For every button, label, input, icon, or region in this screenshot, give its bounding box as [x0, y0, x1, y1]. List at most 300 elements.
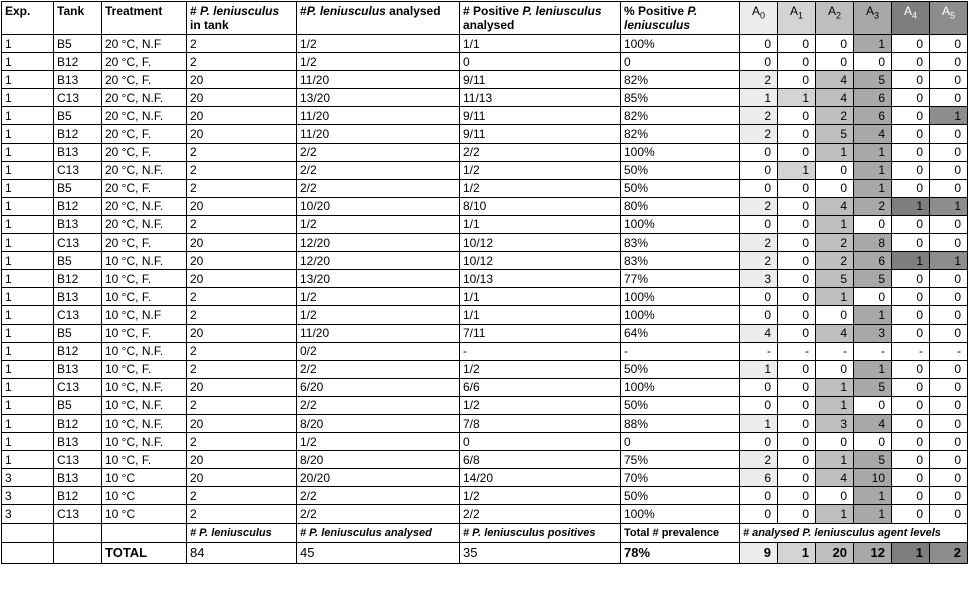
cell-a1: 0	[778, 306, 816, 324]
cell-a1: 0	[778, 360, 816, 378]
cell-a3: 1	[854, 35, 892, 53]
cell-a0: 0	[740, 487, 778, 505]
total-a0: 9	[740, 542, 778, 563]
cell-a4: 0	[892, 125, 930, 143]
cell-a1: 0	[778, 270, 816, 288]
cell-in-tank: 20	[187, 451, 297, 469]
cell-a2: 0	[816, 487, 854, 505]
cell-analysed: 1/2	[297, 288, 460, 306]
cell-a2: -	[816, 342, 854, 360]
cell-positive: 1/2	[460, 360, 621, 378]
cell-a3: 1	[854, 306, 892, 324]
cell-pct: 100%	[621, 306, 740, 324]
cell-positive: 1/2	[460, 396, 621, 414]
cell-tank: C13	[54, 306, 102, 324]
table-row	[2, 505, 968, 523]
cell-analysed: 2/2	[297, 360, 460, 378]
cell-treatment: 10 °C, N.F.	[102, 396, 187, 414]
cell-exp: 3	[2, 487, 54, 505]
cell-in-tank: 2	[187, 53, 297, 71]
header-row	[2, 2, 968, 35]
cell-tank: B12	[54, 487, 102, 505]
cell-analysed: 11/20	[297, 324, 460, 342]
cell-a1: 0	[778, 487, 816, 505]
cell-a5: 0	[930, 414, 968, 432]
cell-treatment: 10 °C, N.F.	[102, 342, 187, 360]
total-label: TOTAL	[102, 542, 187, 563]
cell-a5: 0	[930, 179, 968, 197]
cell-a2: 0	[816, 433, 854, 451]
cell-positive: 7/11	[460, 324, 621, 342]
cell-treatment: 20 °C, N.F.	[102, 215, 187, 233]
cell-in-tank: 20	[187, 324, 297, 342]
cell-treatment: 20 °C, N.F.	[102, 161, 187, 179]
cell-a0: 6	[740, 469, 778, 487]
cell-a3: 4	[854, 125, 892, 143]
cell-pct: 88%	[621, 414, 740, 432]
cell-positive: 11/13	[460, 89, 621, 107]
cell-a2: 0	[816, 179, 854, 197]
header-analysed-suffix: analysed	[385, 4, 441, 18]
cell-pct: 83%	[621, 234, 740, 252]
cell-a5: 0	[930, 234, 968, 252]
cell-a0: 2	[740, 234, 778, 252]
cell-positive: 1/1	[460, 35, 621, 53]
cell-a4: 1	[892, 252, 930, 270]
cell-a0: 0	[740, 378, 778, 396]
cell-a1: 0	[778, 378, 816, 396]
cell-analysed: 10/20	[297, 197, 460, 215]
cell-a0: 0	[740, 215, 778, 233]
cell-exp: 1	[2, 197, 54, 215]
table-row	[2, 378, 968, 396]
cell-a3: 6	[854, 89, 892, 107]
cell-positive: 8/10	[460, 197, 621, 215]
cell-analysed: 1/2	[297, 53, 460, 71]
cell-pct: 100%	[621, 143, 740, 161]
cell-a3: 0	[854, 433, 892, 451]
cell-exp: 1	[2, 396, 54, 414]
cell-tank: B12	[54, 197, 102, 215]
cell-positive: 1/1	[460, 215, 621, 233]
cell-in-tank: 2	[187, 396, 297, 414]
table-row	[2, 342, 968, 360]
cell-in-tank: 2	[187, 35, 297, 53]
cell-tank: B5	[54, 324, 102, 342]
cell-tank: B5	[54, 179, 102, 197]
cell-in-tank: 20	[187, 107, 297, 125]
cell-exp: 3	[2, 505, 54, 523]
cell-pct: 100%	[621, 505, 740, 523]
cell-a3: 1	[854, 360, 892, 378]
cell-a5: 0	[930, 433, 968, 451]
cell-a2: 4	[816, 324, 854, 342]
cell-a5: 1	[930, 252, 968, 270]
cell-pct: 82%	[621, 107, 740, 125]
header-pct-species2: leniusculus	[624, 18, 691, 32]
cell-a4: 0	[892, 270, 930, 288]
cell-exp: 1	[2, 234, 54, 252]
cell-a2: 1	[816, 396, 854, 414]
cell-a4: 0	[892, 324, 930, 342]
cell-pct: 70%	[621, 469, 740, 487]
cell-a4: 0	[892, 143, 930, 161]
cell-a2: 0	[816, 35, 854, 53]
cell-exp: 1	[2, 35, 54, 53]
footer-label-agent-levels: # analysed P. leniusculus agent levels	[740, 523, 968, 542]
cell-treatment: 10 °C	[102, 469, 187, 487]
cell-pct: 50%	[621, 396, 740, 414]
cell-a2: 1	[816, 505, 854, 523]
cell-tank: B12	[54, 125, 102, 143]
cell-positive: 1/1	[460, 306, 621, 324]
cell-a5: 0	[930, 306, 968, 324]
cell-in-tank: 20	[187, 89, 297, 107]
cell-analysed: 1/2	[297, 306, 460, 324]
total-analysed: 45	[297, 542, 460, 563]
cell-pct: 50%	[621, 179, 740, 197]
cell-exp: 1	[2, 360, 54, 378]
header-a0: $A_0$	[740, 2, 778, 35]
table-row	[2, 306, 968, 324]
cell-tank: C13	[54, 234, 102, 252]
cell-a3: 3	[854, 324, 892, 342]
table-row	[2, 252, 968, 270]
cell-positive: 1/1	[460, 288, 621, 306]
table-row	[2, 53, 968, 71]
table-row	[2, 179, 968, 197]
cell-in-tank: 2	[187, 433, 297, 451]
total-a5: 2	[930, 542, 968, 563]
cell-pct: 100%	[621, 288, 740, 306]
cell-pct: 85%	[621, 89, 740, 107]
cell-a4: 0	[892, 179, 930, 197]
cell-positive: 14/20	[460, 469, 621, 487]
data-table	[1, 1, 968, 564]
cell-in-tank: 2	[187, 215, 297, 233]
cell-a1: 0	[778, 324, 816, 342]
cell-a2: 1	[816, 288, 854, 306]
cell-a2: 1	[816, 378, 854, 396]
cell-a5: 0	[930, 487, 968, 505]
table-body	[2, 35, 968, 524]
cell-analysed: 2/2	[297, 505, 460, 523]
cell-pct: 83%	[621, 252, 740, 270]
cell-exp: 1	[2, 125, 54, 143]
cell-in-tank: 20	[187, 414, 297, 432]
table-row	[2, 125, 968, 143]
cell-analysed: 13/20	[297, 89, 460, 107]
cell-exp: 1	[2, 306, 54, 324]
cell-tank: C13	[54, 378, 102, 396]
cell-a2: 2	[816, 107, 854, 125]
cell-a3: 1	[854, 487, 892, 505]
cell-tank: B13	[54, 143, 102, 161]
cell-positive: 1/2	[460, 487, 621, 505]
cell-a1: 0	[778, 252, 816, 270]
cell-a5: 1	[930, 197, 968, 215]
cell-in-tank: 2	[187, 161, 297, 179]
cell-treatment: 10 °C, N.F	[102, 306, 187, 324]
table-row	[2, 396, 968, 414]
cell-a4: 0	[892, 396, 930, 414]
cell-analysed: 2/2	[297, 487, 460, 505]
cell-a1: 0	[778, 179, 816, 197]
cell-a1: 0	[778, 469, 816, 487]
cell-in-tank: 2	[187, 360, 297, 378]
cell-treatment: 10 °C	[102, 505, 187, 523]
cell-tank: B13	[54, 360, 102, 378]
cell-a1: 0	[778, 71, 816, 89]
cell-positive: 7/8	[460, 414, 621, 432]
cell-a3: 6	[854, 107, 892, 125]
cell-a5: 0	[930, 396, 968, 414]
cell-a3: 6	[854, 252, 892, 270]
cell-a3: 8	[854, 234, 892, 252]
header-tank: Tank	[54, 2, 102, 35]
cell-a1: 0	[778, 396, 816, 414]
cell-a5: 0	[930, 360, 968, 378]
cell-tank: B13	[54, 288, 102, 306]
cell-exp: 1	[2, 215, 54, 233]
cell-positive: 9/11	[460, 107, 621, 125]
cell-treatment: 10 °C, N.F.	[102, 433, 187, 451]
cell-a3: 5	[854, 71, 892, 89]
header-a5: $A_5$	[930, 2, 968, 35]
cell-treatment: 10 °C, F.	[102, 288, 187, 306]
cell-positive: 0	[460, 53, 621, 71]
table-row	[2, 161, 968, 179]
cell-a3: -	[854, 342, 892, 360]
cell-a4: 0	[892, 469, 930, 487]
cell-a2: 5	[816, 125, 854, 143]
cell-treatment: 10 °C, F.	[102, 451, 187, 469]
total-positives: 35	[460, 542, 621, 563]
cell-a4: 0	[892, 451, 930, 469]
cell-a2: 0	[816, 161, 854, 179]
table-row	[2, 324, 968, 342]
cell-a4: 0	[892, 288, 930, 306]
cell-analysed: 12/20	[297, 252, 460, 270]
cell-pct: 100%	[621, 215, 740, 233]
cell-a1: 0	[778, 143, 816, 161]
cell-a1: 0	[778, 215, 816, 233]
cell-tank: C13	[54, 451, 102, 469]
cell-a2: 2	[816, 234, 854, 252]
cell-analysed: 2/2	[297, 143, 460, 161]
cell-a2: 2	[816, 252, 854, 270]
cell-exp: 1	[2, 342, 54, 360]
table-row	[2, 288, 968, 306]
cell-positive: 6/8	[460, 451, 621, 469]
table-row	[2, 35, 968, 53]
header-a4: $A_4$	[892, 2, 930, 35]
cell-in-tank: 20	[187, 469, 297, 487]
cell-in-tank: 2	[187, 342, 297, 360]
table-row	[2, 89, 968, 107]
cell-tank: B12	[54, 414, 102, 432]
cell-exp: 1	[2, 451, 54, 469]
table-row	[2, 360, 968, 378]
header-positive	[460, 2, 621, 35]
cell-tank: B5	[54, 252, 102, 270]
cell-exp: 1	[2, 161, 54, 179]
cell-positive: -	[460, 342, 621, 360]
cell-a4: 0	[892, 505, 930, 523]
cell-a3: 0	[854, 288, 892, 306]
cell-a0: 0	[740, 505, 778, 523]
cell-treatment: 20 °C, N.F	[102, 35, 187, 53]
cell-positive: 10/12	[460, 252, 621, 270]
cell-analysed: 2/2	[297, 179, 460, 197]
cell-treatment: 20 °C, F.	[102, 234, 187, 252]
cell-a4: 0	[892, 414, 930, 432]
cell-pct: 50%	[621, 360, 740, 378]
cell-a0: 1	[740, 414, 778, 432]
cell-tank: B12	[54, 270, 102, 288]
cell-a2: 4	[816, 89, 854, 107]
header-in-tank-prefix: #	[190, 4, 201, 18]
cell-a5: 1	[930, 107, 968, 125]
cell-a0: 0	[740, 306, 778, 324]
cell-tank: C13	[54, 161, 102, 179]
cell-positive: 2/2	[460, 143, 621, 161]
header-a3: $A_3$	[854, 2, 892, 35]
total-in-tank: 84	[187, 542, 297, 563]
cell-in-tank: 20	[187, 71, 297, 89]
cell-treatment: 10 °C	[102, 487, 187, 505]
cell-in-tank: 2	[187, 179, 297, 197]
cell-exp: 1	[2, 143, 54, 161]
header-in-tank-suffix: in tank	[190, 18, 229, 32]
cell-pct: 77%	[621, 270, 740, 288]
cell-positive: 2/2	[460, 505, 621, 523]
header-in-tank-species: P. leniusculus	[200, 4, 280, 18]
header-analysed	[297, 2, 460, 35]
cell-pct: 50%	[621, 487, 740, 505]
cell-analysed: 1/2	[297, 433, 460, 451]
cell-in-tank: 20	[187, 270, 297, 288]
cell-treatment: 10 °C, F.	[102, 360, 187, 378]
cell-a4: 0	[892, 215, 930, 233]
cell-a2: 0	[816, 360, 854, 378]
cell-a3: 0	[854, 215, 892, 233]
cell-positive: 9/11	[460, 125, 621, 143]
cell-treatment: 20 °C, N.F.	[102, 197, 187, 215]
cell-a2: 4	[816, 71, 854, 89]
cell-a4: 0	[892, 89, 930, 107]
cell-exp: 1	[2, 89, 54, 107]
header-pct-prefix: % Positive	[624, 4, 688, 18]
cell-a5: 0	[930, 71, 968, 89]
header-pct	[621, 2, 740, 35]
cell-a2: 0	[816, 306, 854, 324]
cell-a5: 0	[930, 451, 968, 469]
cell-tank: B13	[54, 433, 102, 451]
cell-analysed: 8/20	[297, 414, 460, 432]
footer-label-prevalence: Total # prevalence	[621, 523, 740, 542]
cell-a5: 0	[930, 89, 968, 107]
cell-tank: B5	[54, 35, 102, 53]
cell-a0: -	[740, 342, 778, 360]
cell-tank: B5	[54, 396, 102, 414]
cell-pct: 82%	[621, 71, 740, 89]
cell-analysed: 13/20	[297, 270, 460, 288]
table-row	[2, 433, 968, 451]
cell-analysed: 2/2	[297, 396, 460, 414]
cell-tank: B13	[54, 71, 102, 89]
cell-a4: -	[892, 342, 930, 360]
cell-positive: 1/2	[460, 179, 621, 197]
cell-a3: 1	[854, 143, 892, 161]
header-treatment: Treatment	[102, 2, 187, 35]
cell-a5: 0	[930, 125, 968, 143]
cell-analysed: 6/20	[297, 378, 460, 396]
table-row	[2, 270, 968, 288]
cell-analysed: 11/20	[297, 107, 460, 125]
cell-a1: -	[778, 342, 816, 360]
header-in-tank	[187, 2, 297, 35]
cell-a1: 0	[778, 414, 816, 432]
cell-a4: 0	[892, 35, 930, 53]
table-row	[2, 414, 968, 432]
cell-analysed: 2/2	[297, 161, 460, 179]
cell-a5: 0	[930, 324, 968, 342]
cell-a0: 4	[740, 324, 778, 342]
cell-analysed: 0/2	[297, 342, 460, 360]
cell-a0: 0	[740, 179, 778, 197]
cell-positive: 1/2	[460, 161, 621, 179]
cell-pct: 100%	[621, 35, 740, 53]
cell-analysed: 1/2	[297, 215, 460, 233]
cell-a2: 1	[816, 451, 854, 469]
cell-in-tank: 2	[187, 288, 297, 306]
cell-exp: 1	[2, 270, 54, 288]
cell-positive: 10/13	[460, 270, 621, 288]
cell-in-tank: 2	[187, 306, 297, 324]
cell-exp: 3	[2, 469, 54, 487]
cell-a0: 3	[740, 270, 778, 288]
cell-in-tank: 20	[187, 378, 297, 396]
cell-treatment: 20 °C, N.F.	[102, 89, 187, 107]
cell-treatment: 20 °C, F.	[102, 143, 187, 161]
cell-a0: 0	[740, 288, 778, 306]
header-pct-species: P.	[687, 4, 698, 18]
cell-a5: 0	[930, 505, 968, 523]
cell-a4: 1	[892, 197, 930, 215]
header-analysed-prefix: #	[300, 4, 307, 18]
cell-a3: 1	[854, 161, 892, 179]
cell-exp: 1	[2, 53, 54, 71]
cell-tank: B5	[54, 107, 102, 125]
cell-analysed: 11/20	[297, 71, 460, 89]
cell-positive: 0	[460, 433, 621, 451]
table-row	[2, 71, 968, 89]
cell-a3: 5	[854, 378, 892, 396]
cell-in-tank: 20	[187, 125, 297, 143]
cell-a0: 1	[740, 89, 778, 107]
cell-a0: 0	[740, 53, 778, 71]
cell-analysed: 11/20	[297, 125, 460, 143]
cell-pct: 0	[621, 433, 740, 451]
cell-pct: 80%	[621, 197, 740, 215]
cell-a2: 5	[816, 270, 854, 288]
header-positive-species: P. leniusculus	[522, 4, 602, 18]
cell-a1: 1	[778, 161, 816, 179]
cell-a3: 10	[854, 469, 892, 487]
cell-treatment: 10 °C, F.	[102, 324, 187, 342]
total-a3: 12	[854, 542, 892, 563]
